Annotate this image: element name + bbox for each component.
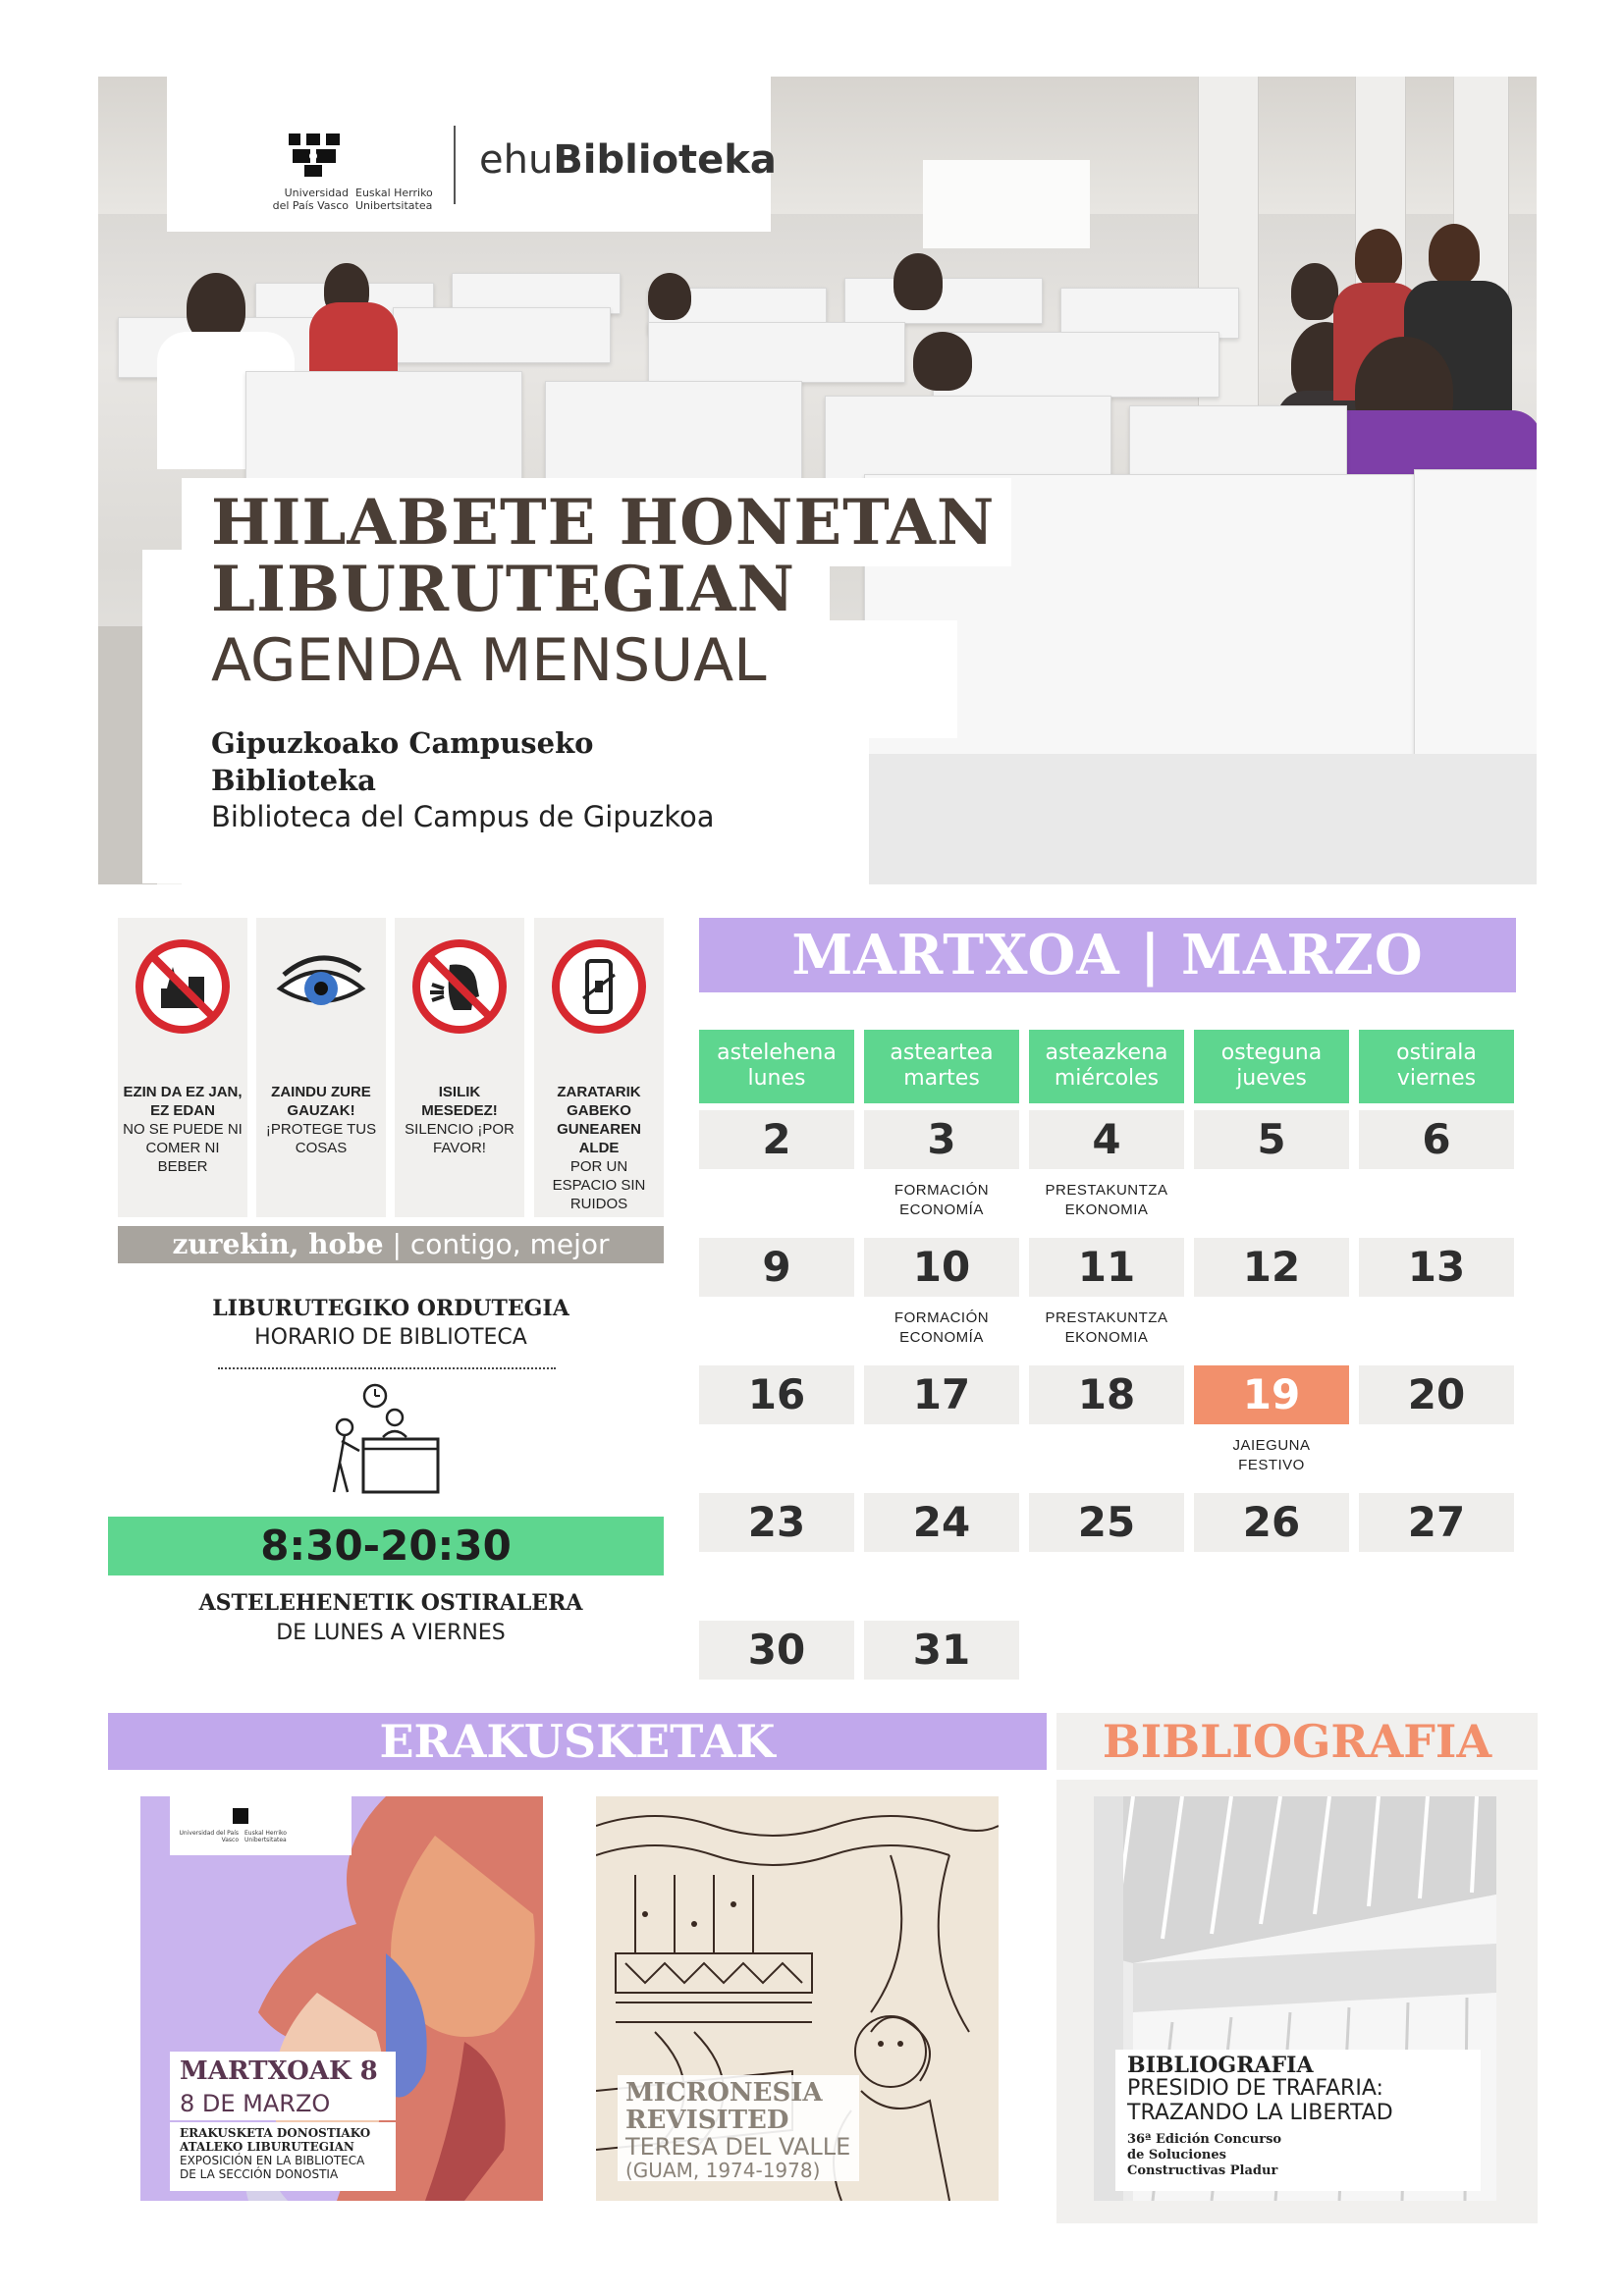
eye-icon	[272, 937, 370, 1036]
weekday-es: viernes	[1396, 1066, 1477, 1091]
person-body	[309, 302, 398, 381]
calendar-day: 30	[699, 1621, 854, 1680]
weekday-eu: asteazkena	[1045, 1041, 1168, 1065]
opening-hours: 8:30-20:30	[108, 1517, 664, 1575]
ehu-biblioteka-wordmark	[479, 137, 777, 183]
title-panel	[142, 550, 182, 883]
rule-text-es: NO SE PUEDE NI COMER NI BEBER	[123, 1121, 243, 1175]
event-note	[1024, 1181, 1189, 1220]
campus-name-eu: Gipuzkoako Campuseko	[211, 726, 594, 760]
rule-no-food	[118, 918, 247, 1217]
calendar-day: 18	[1029, 1365, 1184, 1424]
month-title: MARTXOA | MARZO	[699, 918, 1516, 992]
poster-title: TRAZANDO LA LIBERTAD	[1127, 2101, 1393, 2125]
logo-separator	[454, 126, 456, 204]
exhibition-poster-march-8[interactable]	[140, 1796, 543, 2201]
tagline-sep: |	[392, 1228, 402, 1260]
person-head	[913, 332, 972, 391]
person-head	[648, 273, 691, 320]
dotted-divider	[218, 1367, 556, 1369]
poster-logo-text-es: Universidad del País Vasco	[179, 1830, 239, 1843]
no-talking-icon	[410, 937, 509, 1036]
poster-title-label	[1115, 2050, 1481, 2191]
opening-days-es: DE LUNES A VIERNES	[276, 1621, 506, 1645]
poster-years: (GUAM, 1974-1978)	[625, 2159, 821, 2182]
campus-name-eu: Biblioteka	[211, 764, 376, 797]
calendar-day: 5	[1194, 1110, 1349, 1169]
hours-title-eu: LIBURUTEGIKO ORDUTEGIA	[212, 1296, 569, 1321]
weekday-es: jueves	[1236, 1066, 1307, 1091]
hero-title-line1: HILABETE HONETAN	[211, 486, 996, 560]
calendar-day: 4	[1029, 1110, 1184, 1169]
hero-subtitle: AGENDA MENSUAL	[211, 626, 767, 695]
rule-text-eu: EZIN DA EZ JAN, EZ EDAN	[123, 1084, 243, 1119]
ehu-logo-icon	[233, 1808, 248, 1824]
event-note-line: FORMACIÓN	[893, 1182, 990, 1199]
person-head	[1291, 263, 1338, 320]
weekday-es: miércoles	[1054, 1066, 1160, 1091]
reception-desk-icon	[324, 1382, 452, 1500]
event-note-line: PRESTAKUNTZA	[1045, 1182, 1168, 1199]
calendar-day: 11	[1029, 1238, 1184, 1297]
weekday-eu: asteartea	[890, 1041, 994, 1065]
event-note	[859, 1308, 1024, 1348]
calendar-day: 2	[699, 1110, 854, 1169]
rule-text-eu: ISILIK MESEDEZ!	[421, 1084, 498, 1119]
weekday-es: martes	[903, 1066, 980, 1091]
poster-title: REVISITED	[625, 2106, 789, 2135]
exhibitions-title: ERAKUSKETAK	[108, 1713, 1047, 1770]
event-note-line: FESTIVO	[1238, 1457, 1305, 1473]
campus-name-es: Biblioteca del Campus de Gipuzkoa	[211, 800, 715, 833]
poster-title: MICRONESIA	[625, 2078, 823, 2108]
logo-box	[167, 77, 777, 232]
weekday-eu: astelehena	[717, 1041, 837, 1065]
library-rules	[118, 918, 664, 1217]
calendar-day: 9	[699, 1238, 854, 1297]
bibliography-poster-trafaria[interactable]	[1094, 1796, 1496, 2201]
weekday-header-friday	[1359, 1030, 1514, 1103]
weekday-header-monday	[699, 1030, 854, 1103]
poster-text-line: EXPOSICIÓN EN LA BIBLIOTECA	[180, 2154, 365, 2167]
person-head	[1355, 229, 1402, 288]
holiday-note	[1189, 1436, 1354, 1475]
window-light	[923, 160, 1090, 248]
desk-partition	[933, 332, 1219, 398]
bibliography-title: BIBLIOGRAFIA	[1056, 1713, 1538, 1770]
poster-title: PRESIDIO DE TRAFARIA:	[1127, 2076, 1383, 2101]
poster-text-line: ERAKUSKETA DONOSTIAKO	[180, 2126, 371, 2140]
desk-surface	[864, 754, 1537, 884]
poster-text-line: ATALEKO LIBURUTEGIAN	[180, 2140, 354, 2154]
poster-logo-box	[170, 1796, 352, 1855]
event-note-line: PRESTAKUNTZA	[1045, 1309, 1168, 1326]
calendar-day: 6	[1359, 1110, 1514, 1169]
poster-subtitle: de Soluciones	[1127, 2148, 1226, 2163]
calendar-day-holiday: 19	[1194, 1365, 1349, 1424]
no-phone-icon	[550, 937, 648, 1036]
poster-date-label	[170, 2091, 396, 2120]
no-food-icon	[134, 937, 232, 1036]
weekday-eu: osteguna	[1220, 1041, 1323, 1065]
poster-kicker: BIBLIOGRAFIA	[1127, 2053, 1314, 2078]
calendar-day: 31	[864, 1621, 1019, 1680]
tagline-bar	[118, 1226, 664, 1263]
rule-silence	[395, 918, 524, 1217]
weekday-header-thursday	[1194, 1030, 1349, 1103]
poster-text-line: DE LA SECCIÓN DONOSTIA	[180, 2167, 339, 2181]
event-note-line: EKONOMIA	[1064, 1329, 1149, 1346]
logo-text-eu: Euskal Herriko Unibertsitatea	[355, 187, 433, 212]
wordmark-prefix: ehu	[479, 137, 554, 183]
rule-text-es: ¡PROTEGE TUS COSAS	[265, 1121, 377, 1156]
poster-title-label	[618, 2075, 859, 2181]
weekday-header-tuesday	[864, 1030, 1019, 1103]
hero-title-line2: LIBURUTEGIAN	[211, 553, 795, 626]
event-note-line: JAIEGUNA	[1232, 1437, 1311, 1454]
exhibition-poster-micronesia[interactable]	[596, 1796, 999, 2201]
weekday-es: lunes	[747, 1066, 806, 1091]
calendar-day: 3	[864, 1110, 1019, 1169]
poster-date-eu: MARTXOAK 8	[180, 2056, 378, 2086]
calendar-day: 24	[864, 1493, 1019, 1552]
person-head	[893, 253, 943, 310]
calendar-day: 25	[1029, 1493, 1184, 1552]
poster-subtitle: 36ª Edición Concurso	[1127, 2132, 1282, 2147]
tagline-es: contigo, mejor	[409, 1228, 610, 1260]
tagline-eu: zurekin, hobe	[172, 1228, 384, 1260]
calendar-day: 10	[864, 1238, 1019, 1297]
desk-partition	[648, 322, 905, 383]
rule-text-eu: ZARATARIK GABEKO GUNEAREN ALDE	[557, 1084, 641, 1156]
poster-date-es: 8 DE MARZO	[180, 2090, 331, 2117]
person-head	[1429, 224, 1480, 285]
rule-text-es: SILENCIO ¡POR FAVOR!	[405, 1121, 514, 1156]
calendar-day: 23	[699, 1493, 854, 1552]
calendar-day: 13	[1359, 1238, 1514, 1297]
poster-logo-text-eu: Euskal Herriko Unibertsitatea	[244, 1830, 287, 1843]
event-note-line: EKONOMIA	[1064, 1201, 1149, 1218]
rule-no-noise	[534, 918, 664, 1217]
hours-title-es: HORARIO DE BIBLIOTECA	[254, 1325, 527, 1350]
rule-text-es: POR UN ESPACIO SIN RUIDOS	[552, 1158, 646, 1212]
poster-subtitle: Constructivas Pladur	[1127, 2163, 1278, 2178]
ehu-logo-icon	[285, 130, 344, 179]
event-note-line: FORMACIÓN	[893, 1309, 990, 1326]
weekday-eu: ostirala	[1396, 1041, 1477, 1065]
calendar-day: 16	[699, 1365, 854, 1424]
rule-protect-belongings	[256, 918, 386, 1217]
poster-description	[170, 2122, 396, 2191]
wordmark-main: Biblioteka	[553, 137, 777, 183]
calendar-day: 26	[1194, 1493, 1349, 1552]
event-note-line: ECONOMÍA	[899, 1329, 984, 1346]
calendar-day: 12	[1194, 1238, 1349, 1297]
calendar-day: 27	[1359, 1493, 1514, 1552]
event-note	[1024, 1308, 1189, 1348]
rule-text-eu: ZAINDU ZURE GAUZAK!	[271, 1084, 371, 1119]
event-note-line: ECONOMÍA	[899, 1201, 984, 1218]
opening-days-eu: ASTELEHENETIK OSTIRALERA	[198, 1590, 583, 1616]
calendar-day: 17	[864, 1365, 1019, 1424]
event-note	[859, 1181, 1024, 1220]
desk-partition	[844, 278, 1043, 324]
poster-author: TERESA DEL VALLE	[625, 2133, 851, 2161]
logo-text-es: Universidad del País Vasco	[272, 187, 349, 212]
poster-date-label	[170, 2052, 396, 2091]
desk-partition	[1414, 469, 1537, 795]
desk-partition	[393, 307, 611, 363]
calendar-day: 20	[1359, 1365, 1514, 1424]
weekday-header-wednesday	[1029, 1030, 1184, 1103]
